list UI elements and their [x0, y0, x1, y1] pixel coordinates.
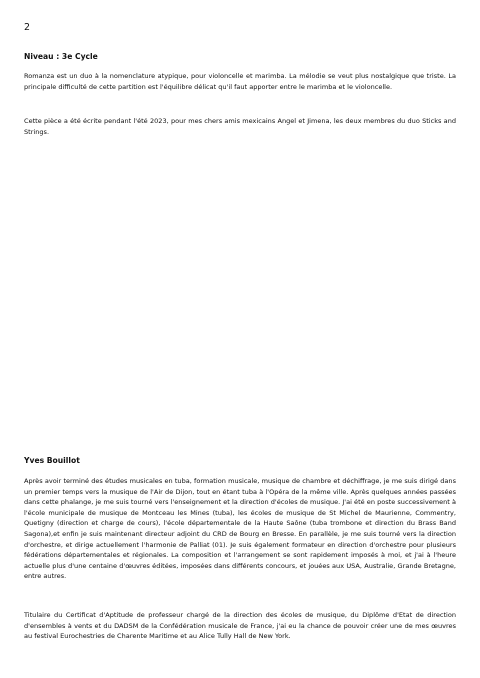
bio-name-heading: Yves Bouillot: [24, 456, 80, 465]
description-paragraph-1: Romanza est un duo à la nomenclature atypique, pour violoncelle et marimba. La mélodie se veut plus nostalgique que triste. La principale difficulté de cette partition est l'équilibre délicat qu'il faut apporter entre le marimba et le violoncelle.: [24, 72, 456, 91]
description-paragraph-2: Cette pièce a été écrite pendant l'été 2023, pour mes chers amis mexicains Angel et Jimena, les deux membres du duo Sticks and Strings.: [24, 117, 456, 136]
page-number: 2: [24, 22, 31, 33]
level-heading: Niveau : 3e Cycle: [24, 52, 98, 61]
bio-paragraph-1: Après avoir terminé des études musicales en tuba, formation musicale, musique de chambre et déchiffrage, je me suis dirigé dans un premier temps vers la musique de l'Air de Dijon, tout en étant tuba à l'Opéra de la même ville. Après quelques années passées dans cette phalange, je me suis tourné vers l'enseignement et la direction d'écoles de musique. J'ai été en poste successivement à l'école municipale de musique de Montceau les Mines (tuba), les écoles de musique de St Michel de Maurienne, Commentry, Quetigny (direction et charge de cours), l'école départementale de la Haute Saône (tuba trombone et direction du Brass Band Sagona),et enfin je suis maintenant directeur adjoint du CRD de Bourg en Bresse. En parallèle, je me suis tourné vers la direction d'orchestre, et dirige actuellement l'harmonie de Palliat (01). Je suis également formateur en direction d'orchestre pour plusieurs fédérations départementales et régionales. La composition et l'arrangement se sont rapidement imposés à moi, et j'ai à l'heure actuelle plus d'une centaine d'œuvres éditées, imposées dans différents concours, et jouées aux USA, Australie, Grande Bretagne, entre autres.: [24, 477, 456, 581]
bio-paragraph-2: Titulaire du Certificat d'Aptitude de professeur chargé de la direction des écoles de musique, du Diplôme d'Etat de direction d'ensembles à vents et du DADSM de la Confédération musicale de France, j'ai eu la chance de pouvoir créer une de mes œuvres au festival Eurochestries de Charente Maritime et au Alice Tully Hall de New York.: [24, 611, 456, 641]
